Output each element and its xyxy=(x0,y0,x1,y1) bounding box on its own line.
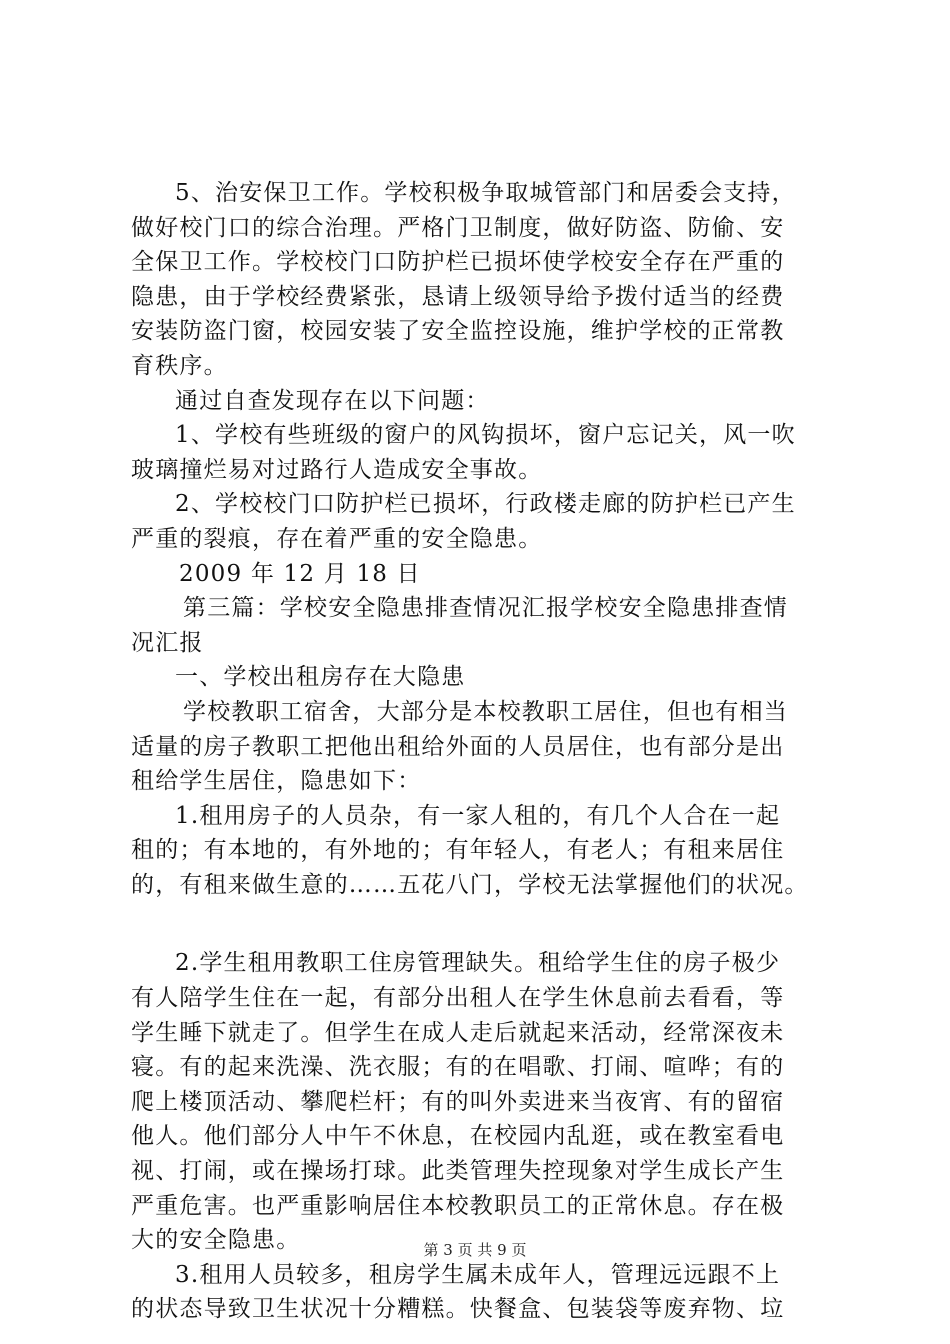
text-line: 爬上楼顶活动、攀爬栏杆；有的叫外卖进来当夜宵、有的留宿 xyxy=(131,1088,785,1115)
text-line: 1.租用房子的人员杂，有一家人租的，有几个人合在一起 xyxy=(175,802,781,829)
text-line: 2、学校校门口防护栏已损坏，行政楼走廊的防护栏已产生 xyxy=(175,491,796,518)
text-line: 学生睡下就走了。但学生在成人走后就起来活动，经常深夜未 xyxy=(131,1019,785,1046)
text-line: 大的安全隐患。 xyxy=(131,1227,301,1254)
text-line: 安装防盗门窗，校园安装了安全监控设施，维护学校的正常教 xyxy=(131,318,785,345)
text-line: 租的；有本地的，有外地的；有年轻人，有老人；有租来居住 xyxy=(131,837,785,864)
text-line: 的，有租来做生意的……五花八门，学校无法掌握他们的状况。 xyxy=(131,871,809,898)
text-line: 况汇报 xyxy=(131,629,204,656)
text-line: 的状态导致卫生状况十分糟糕。快餐盒、包装袋等废弃物、垃 xyxy=(131,1296,785,1323)
text-line: 全保卫工作。学校校门口防护栏已损坏使学校安全存在严重的 xyxy=(131,249,785,276)
text-line: 5、治安保卫工作。学校积极争取城管部门和居委会支持， xyxy=(175,180,796,206)
text-line: 视、打闹，或在操场打球。此类管理失控现象对学生成长产生 xyxy=(131,1158,785,1185)
text-line: 严重危害。也严重影响居住本校教职员工的正常休息。存在极 xyxy=(131,1192,785,1219)
text-line: 育秩序。 xyxy=(131,352,228,379)
text-line: 严重的裂痕，存在着严重的安全隐患。 xyxy=(131,525,543,552)
text-line: 3.租用人员较多，租房学生属未成年人，管理远远跟不上 xyxy=(175,1261,781,1288)
text-line: 学校教职工宿舍，大部分是本校教职工居住，但也有相当 xyxy=(183,698,788,725)
text-line: 隐患，由于学校经费紧张，恳请上级领导给予拨付适当的经费 xyxy=(131,283,785,310)
page-footer: 第 3 页 共 9 页 xyxy=(423,1241,527,1259)
document-body xyxy=(131,176,831,1327)
text-line: 他人。他们部分人中午不休息，在校园内乱逛，或在教室看电 xyxy=(131,1123,785,1150)
text-line: 1、学校有些班级的窗户的风钩损坏，窗户忘记关，风一吹 xyxy=(175,422,796,449)
text-line: 寝。有的起来洗澡、洗衣服；有的在唱歌、打闹、喧哗；有的 xyxy=(131,1054,785,1081)
text-line: 通过自查发现存在以下问题： xyxy=(175,387,490,414)
blank-line xyxy=(131,902,831,946)
text-line: 第三篇：学校安全隐患排查情况汇报学校安全隐患排查情 xyxy=(183,595,788,622)
text-line: 2009 年 12 月 18 日 xyxy=(179,560,421,587)
text-line: 租给学生居住，隐患如下： xyxy=(131,768,422,795)
text-line: 一、学校出租房存在大隐患 xyxy=(175,664,466,691)
text-line: 有人陪学生住在一起，有部分出租人在学生休息前去看看，等 xyxy=(131,985,785,1012)
text-line: 做好校门口的综合治理。严格门卫制度，做好防盗、防偷、安 xyxy=(131,214,785,241)
text-line: 玻璃撞烂易对过路行人造成安全事故。 xyxy=(131,456,543,483)
text-line: 适量的房子教职工把他出租给外面的人员居住，也有部分是出 xyxy=(131,733,785,760)
text-line: 2.学生租用教职工住房管理缺失。租给学生住的房子极少 xyxy=(175,950,781,977)
